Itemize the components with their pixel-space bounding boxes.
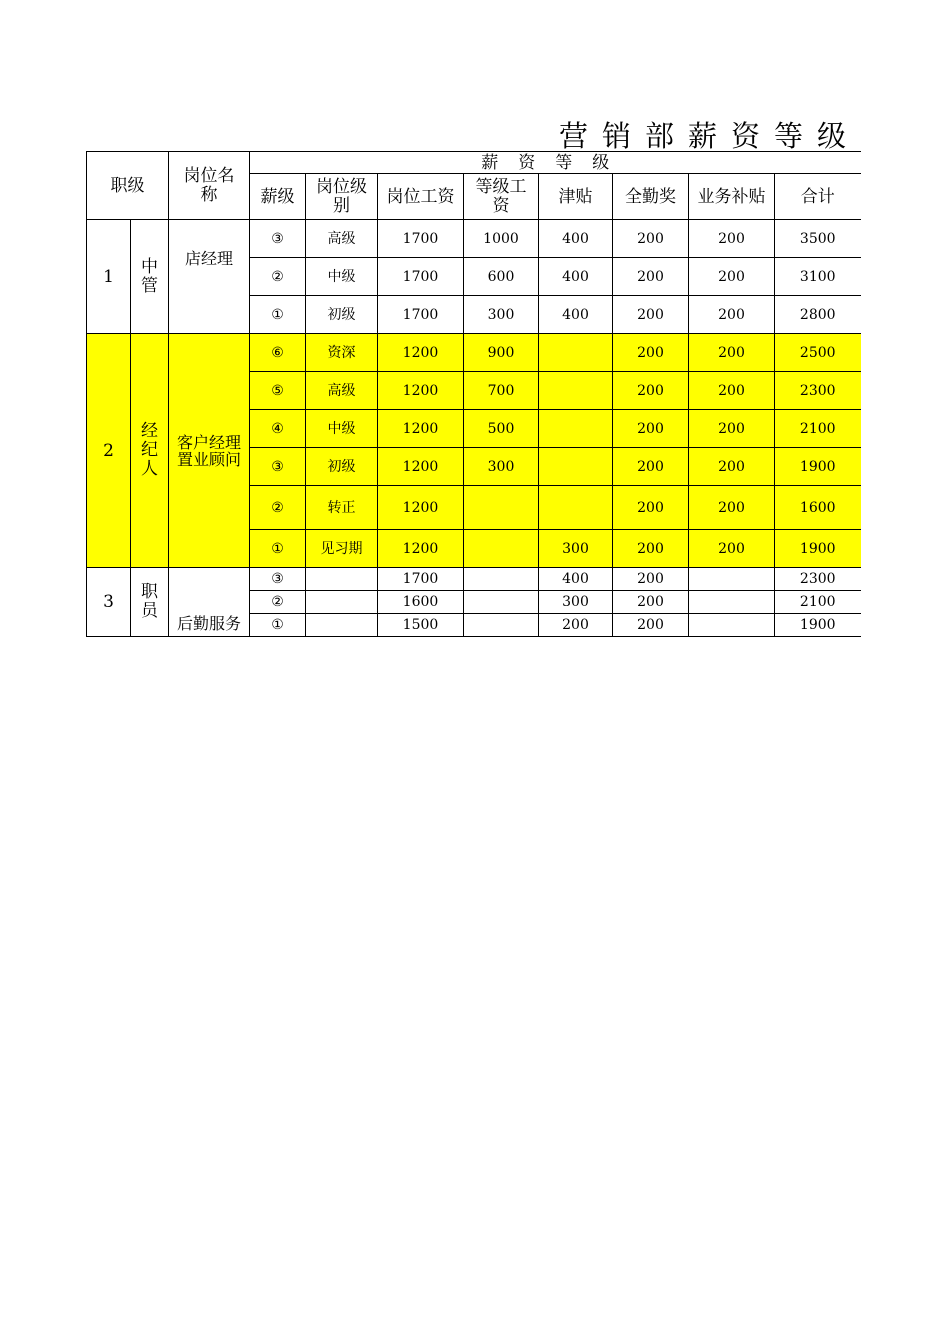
grade-cell: ③ bbox=[250, 220, 306, 258]
total-cell: 1900 bbox=[775, 614, 861, 637]
level-cell bbox=[306, 591, 378, 614]
grade-salary-cell: 900 bbox=[464, 334, 539, 372]
grade-cell: ② bbox=[250, 591, 306, 614]
base-salary-cell: 1200 bbox=[378, 410, 464, 448]
business-subsidy-cell: 200 bbox=[689, 296, 775, 334]
attendance-bonus-cell: 200 bbox=[613, 486, 689, 530]
grade-salary-cell: 500 bbox=[464, 410, 539, 448]
group-number: 1 bbox=[87, 220, 131, 334]
total-cell: 1600 bbox=[775, 486, 861, 530]
base-salary-cell: 1700 bbox=[378, 568, 464, 591]
col-header-grade-pay: 等级工资 bbox=[464, 174, 539, 220]
business-subsidy-cell: 200 bbox=[689, 410, 775, 448]
grade-salary-cell: 600 bbox=[464, 258, 539, 296]
total-cell: 2300 bbox=[775, 568, 861, 591]
business-subsidy-cell: 200 bbox=[689, 486, 775, 530]
level-cell: 见习期 bbox=[306, 530, 378, 568]
attendance-bonus-cell: 200 bbox=[613, 258, 689, 296]
group-rank: 经纪人 bbox=[131, 334, 169, 568]
table-row bbox=[87, 220, 861, 258]
attendance-bonus-cell: 200 bbox=[613, 220, 689, 258]
business-subsidy-cell: 200 bbox=[689, 258, 775, 296]
business-subsidy-cell bbox=[689, 568, 775, 591]
grade-salary-cell: 300 bbox=[464, 296, 539, 334]
col-header-level: 岗位级别 bbox=[306, 174, 378, 220]
header-salary-grades: 薪资等级 bbox=[250, 152, 861, 174]
group-number: 2 bbox=[87, 334, 131, 568]
table-row bbox=[87, 568, 861, 591]
grade-salary-cell bbox=[464, 530, 539, 568]
total-cell: 2800 bbox=[775, 296, 861, 334]
base-salary-cell: 1200 bbox=[378, 530, 464, 568]
level-cell bbox=[306, 614, 378, 637]
attendance-bonus-cell: 200 bbox=[613, 568, 689, 591]
attendance-bonus-cell: 200 bbox=[613, 372, 689, 410]
grade-salary-cell: 1000 bbox=[464, 220, 539, 258]
total-cell: 2100 bbox=[775, 410, 861, 448]
table-row bbox=[87, 334, 861, 372]
total-cell: 2500 bbox=[775, 334, 861, 372]
business-subsidy-cell: 200 bbox=[689, 220, 775, 258]
grade-salary-cell bbox=[464, 591, 539, 614]
grade-cell: ③ bbox=[250, 568, 306, 591]
total-cell: 1900 bbox=[775, 448, 861, 486]
level-cell: 高级 bbox=[306, 372, 378, 410]
business-subsidy-cell: 200 bbox=[689, 448, 775, 486]
allowance-cell: 300 bbox=[539, 591, 613, 614]
group-rank: 中管 bbox=[131, 220, 169, 334]
grade-cell: ① bbox=[250, 296, 306, 334]
header-rank: 职级 bbox=[87, 152, 169, 220]
grade-cell: ⑤ bbox=[250, 372, 306, 410]
attendance-bonus-cell: 200 bbox=[613, 296, 689, 334]
total-cell: 1900 bbox=[775, 530, 861, 568]
business-subsidy-cell bbox=[689, 591, 775, 614]
allowance-cell: 400 bbox=[539, 220, 613, 258]
base-salary-cell: 1500 bbox=[378, 614, 464, 637]
grade-salary-cell bbox=[464, 614, 539, 637]
grade-cell: ① bbox=[250, 530, 306, 568]
base-salary-cell: 1200 bbox=[378, 448, 464, 486]
allowance-cell bbox=[539, 486, 613, 530]
base-salary-cell: 1700 bbox=[378, 220, 464, 258]
grade-salary-cell bbox=[464, 568, 539, 591]
attendance-bonus-cell: 200 bbox=[613, 530, 689, 568]
allowance-cell: 200 bbox=[539, 614, 613, 637]
level-cell: 中级 bbox=[306, 410, 378, 448]
business-subsidy-cell bbox=[689, 614, 775, 637]
grade-salary-cell bbox=[464, 486, 539, 530]
base-salary-cell: 1200 bbox=[378, 334, 464, 372]
salary-grade-table bbox=[86, 151, 861, 637]
group-rank: 职员 bbox=[131, 568, 169, 637]
allowance-cell bbox=[539, 372, 613, 410]
total-cell: 3500 bbox=[775, 220, 861, 258]
col-header-allowance: 津贴 bbox=[539, 174, 613, 220]
group-position: 客户经理置业顾问 bbox=[169, 334, 250, 568]
col-header-subsidy: 业务补贴 bbox=[689, 174, 775, 220]
allowance-cell bbox=[539, 448, 613, 486]
allowance-cell: 400 bbox=[539, 568, 613, 591]
attendance-bonus-cell: 200 bbox=[613, 448, 689, 486]
total-cell: 2300 bbox=[775, 372, 861, 410]
header-position-name: 岗位名称 bbox=[169, 152, 250, 220]
level-cell bbox=[306, 568, 378, 591]
business-subsidy-cell: 200 bbox=[689, 372, 775, 410]
base-salary-cell: 1700 bbox=[378, 296, 464, 334]
base-salary-cell: 1700 bbox=[378, 258, 464, 296]
business-subsidy-cell: 200 bbox=[689, 334, 775, 372]
allowance-cell: 400 bbox=[539, 296, 613, 334]
allowance-cell: 400 bbox=[539, 258, 613, 296]
grade-salary-cell: 700 bbox=[464, 372, 539, 410]
group-position: 后勤服务 bbox=[169, 568, 250, 637]
grade-cell: ④ bbox=[250, 410, 306, 448]
grade-cell: ② bbox=[250, 486, 306, 530]
grade-salary-cell: 300 bbox=[464, 448, 539, 486]
level-cell: 初级 bbox=[306, 448, 378, 486]
attendance-bonus-cell: 200 bbox=[613, 591, 689, 614]
total-cell: 2100 bbox=[775, 591, 861, 614]
level-cell: 初级 bbox=[306, 296, 378, 334]
level-cell: 转正 bbox=[306, 486, 378, 530]
page-title: 营销部薪资等级 bbox=[558, 119, 860, 153]
attendance-bonus-cell: 200 bbox=[613, 410, 689, 448]
attendance-bonus-cell: 200 bbox=[613, 334, 689, 372]
group-position: 店经理 bbox=[169, 220, 250, 334]
allowance-cell: 300 bbox=[539, 530, 613, 568]
allowance-cell bbox=[539, 334, 613, 372]
col-header-total: 合计 bbox=[775, 174, 861, 220]
grade-cell: ⑥ bbox=[250, 334, 306, 372]
level-cell: 资深 bbox=[306, 334, 378, 372]
level-cell: 高级 bbox=[306, 220, 378, 258]
grade-cell: ③ bbox=[250, 448, 306, 486]
grade-cell: ① bbox=[250, 614, 306, 637]
allowance-cell bbox=[539, 410, 613, 448]
attendance-bonus-cell: 200 bbox=[613, 614, 689, 637]
grade-cell: ② bbox=[250, 258, 306, 296]
col-header-grade: 薪级 bbox=[250, 174, 306, 220]
level-cell: 中级 bbox=[306, 258, 378, 296]
base-salary-cell: 1200 bbox=[378, 486, 464, 530]
col-header-attendance: 全勤奖 bbox=[613, 174, 689, 220]
base-salary-cell: 1200 bbox=[378, 372, 464, 410]
base-salary-cell: 1600 bbox=[378, 591, 464, 614]
group-number: 3 bbox=[87, 568, 131, 637]
business-subsidy-cell: 200 bbox=[689, 530, 775, 568]
total-cell: 3100 bbox=[775, 258, 861, 296]
col-header-base: 岗位工资 bbox=[378, 174, 464, 220]
